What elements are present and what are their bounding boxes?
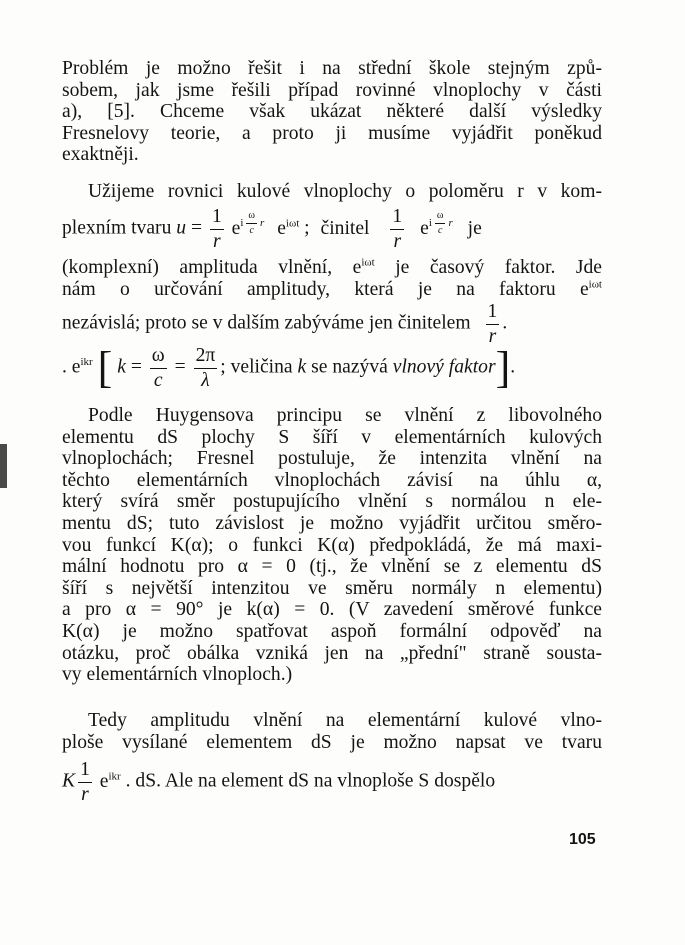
exp-i: i <box>240 217 244 230</box>
formula-line-2 <box>62 302 607 346</box>
fraction <box>390 207 404 251</box>
denominator: r <box>393 230 402 252</box>
numerator: 1 <box>486 302 500 325</box>
text-fragment: . dS. Ale na element dS na vlnoploše S dospělo <box>125 770 496 792</box>
exp-base: e <box>99 770 109 792</box>
page-number: 105 <box>569 831 596 848</box>
defined-term: vlnový faktor <box>392 356 496 378</box>
text-line: Tedy amplitudu vlnění na elementární kulové vlno- <box>88 710 602 731</box>
superscript: ikr <box>80 356 93 369</box>
exponential <box>231 210 270 239</box>
text-line: vlnoplochách; Fresnel postuluje, že intenzita vlnění na <box>62 448 602 470</box>
text-fragment: se nazývá <box>311 356 388 378</box>
paragraph-2-start <box>62 181 602 203</box>
text-line: těchto elementárních vlnoplochách závisí na úhlu α, <box>62 469 602 491</box>
math-variable: k <box>117 356 126 378</box>
text-fragment: plexním tvaru <box>62 217 172 239</box>
text-line: mální hodnotu pro α = 0 (tj., že vlnění se z elementu dS <box>62 556 602 578</box>
text-fragment: ; veličina <box>220 356 293 378</box>
text-line: otázku, proč obálka vzniká jen na „přední" straně sousta- <box>62 642 602 664</box>
denominator: λ <box>201 369 210 391</box>
exp-r: r <box>260 217 265 230</box>
numerator: 1 <box>390 207 404 230</box>
punctuation: . <box>502 312 508 334</box>
exponential <box>100 771 121 792</box>
text-line <box>62 257 602 279</box>
denominator: r <box>488 325 497 347</box>
close-bracket: ] <box>495 343 511 393</box>
text-line: ploše vysílané elementem dS je možno napsat ve tvaru <box>62 731 602 753</box>
text-line: Problém je možno řešit i na střední škole stejným způ- <box>62 58 602 79</box>
text-line <box>62 279 602 301</box>
superscript: iωt <box>361 256 375 269</box>
text-fragment: (komplexní) amplituda vlnění, e <box>62 257 362 278</box>
text-fragment: nám o určování amplitudy, která je na faktoru e <box>62 278 589 300</box>
denominator: c <box>153 369 163 391</box>
text-line: a pro α = 90° je k(α) = 0. (V zavedení směrové funkce <box>62 599 602 621</box>
formula-line-1 <box>62 207 607 251</box>
exponent <box>240 210 265 237</box>
superscript: iωt <box>588 278 602 291</box>
punctuation: ; <box>304 217 310 239</box>
denominator: c <box>437 225 443 237</box>
exponential <box>277 218 304 239</box>
paragraph-3 <box>62 405 602 686</box>
fraction <box>210 207 224 251</box>
numerator: 1 <box>78 760 92 783</box>
math-operator: = <box>130 356 142 378</box>
exponential <box>420 210 458 239</box>
paragraph-2-continued <box>62 257 602 300</box>
text-fragment: je <box>467 217 482 239</box>
text-line: Fresnelovy teorie, a proto ji musíme vyjádřit poněkud <box>62 122 602 144</box>
text-line: elementu dS plochy S šíří v elementárních kulových <box>62 426 602 448</box>
text-line: exaktněji. <box>62 144 139 166</box>
open-bracket: [ <box>97 343 113 393</box>
text-fragment: je časový faktor. Jde <box>374 257 602 278</box>
math-operator: = <box>174 356 186 378</box>
math-operator: = <box>190 217 203 239</box>
exp-fraction <box>435 211 446 236</box>
fraction <box>150 346 167 390</box>
numerator: ω <box>150 346 167 369</box>
binding-edge-mark <box>0 444 7 488</box>
numerator: ω <box>246 211 257 224</box>
math-variable: K <box>62 770 76 792</box>
text-fragment: nezávislá; proto se v dalším zabýváme jen činitelem <box>62 312 471 334</box>
numerator: ω <box>435 211 446 224</box>
text-fragment: . e <box>62 356 81 378</box>
fraction <box>486 302 500 346</box>
fraction <box>78 760 92 804</box>
text-line: vy elementárních vlnoploch.) <box>62 664 293 686</box>
exponent <box>428 210 453 237</box>
denominator: r <box>81 783 89 805</box>
numerator: 1 <box>210 207 224 230</box>
text-line: který svírá směr postupujícího vlnění s normálou n ele- <box>62 491 602 513</box>
paragraph-4 <box>62 710 602 753</box>
text-line: mentu dS; tuto závislost je možno vyjádřit určitou směro- <box>62 512 602 534</box>
text-line: Podle Huygensova principu se vlnění z libovolného <box>88 405 602 426</box>
formula-line-3 <box>62 343 607 393</box>
exp-base: e <box>420 217 429 239</box>
exp-base: e <box>277 217 286 239</box>
paragraph-1 <box>62 58 602 166</box>
denominator: c <box>249 225 254 237</box>
denominator: r <box>213 230 221 252</box>
punctuation: . <box>510 356 516 378</box>
numerator: 2π <box>194 346 218 369</box>
math-variable: u <box>176 217 187 239</box>
text-line: šíří s největší intenzitou ve směru normály n elementu) <box>62 577 602 599</box>
formula-line-4 <box>62 760 607 804</box>
text-line: a), [5]. Chceme však ukázat některé další výsledky <box>62 101 602 123</box>
text-fragment: činitel <box>320 217 370 239</box>
exp-fraction <box>246 211 257 236</box>
text-line: vou funkcí K(α); o funkci K(α) předpokládá, že má maxi- <box>62 534 602 556</box>
text-line: K(α) je možno spatřovat aspoň formální odpověď na <box>62 620 602 642</box>
text-line: sobem, jak jsme řešili případ rovinné vlnoplochy v části <box>62 79 602 101</box>
math-variable: k <box>297 356 307 378</box>
exp-i: i <box>428 217 432 230</box>
exp-base: e <box>231 217 241 239</box>
exponent: iωt <box>285 217 300 230</box>
text-line: Užijeme rovnici kulové vlnoplochy o poloměru r v kom- <box>88 181 602 202</box>
exp-r: r <box>448 217 453 230</box>
superscript: ikr <box>108 770 121 783</box>
fraction <box>194 346 218 390</box>
